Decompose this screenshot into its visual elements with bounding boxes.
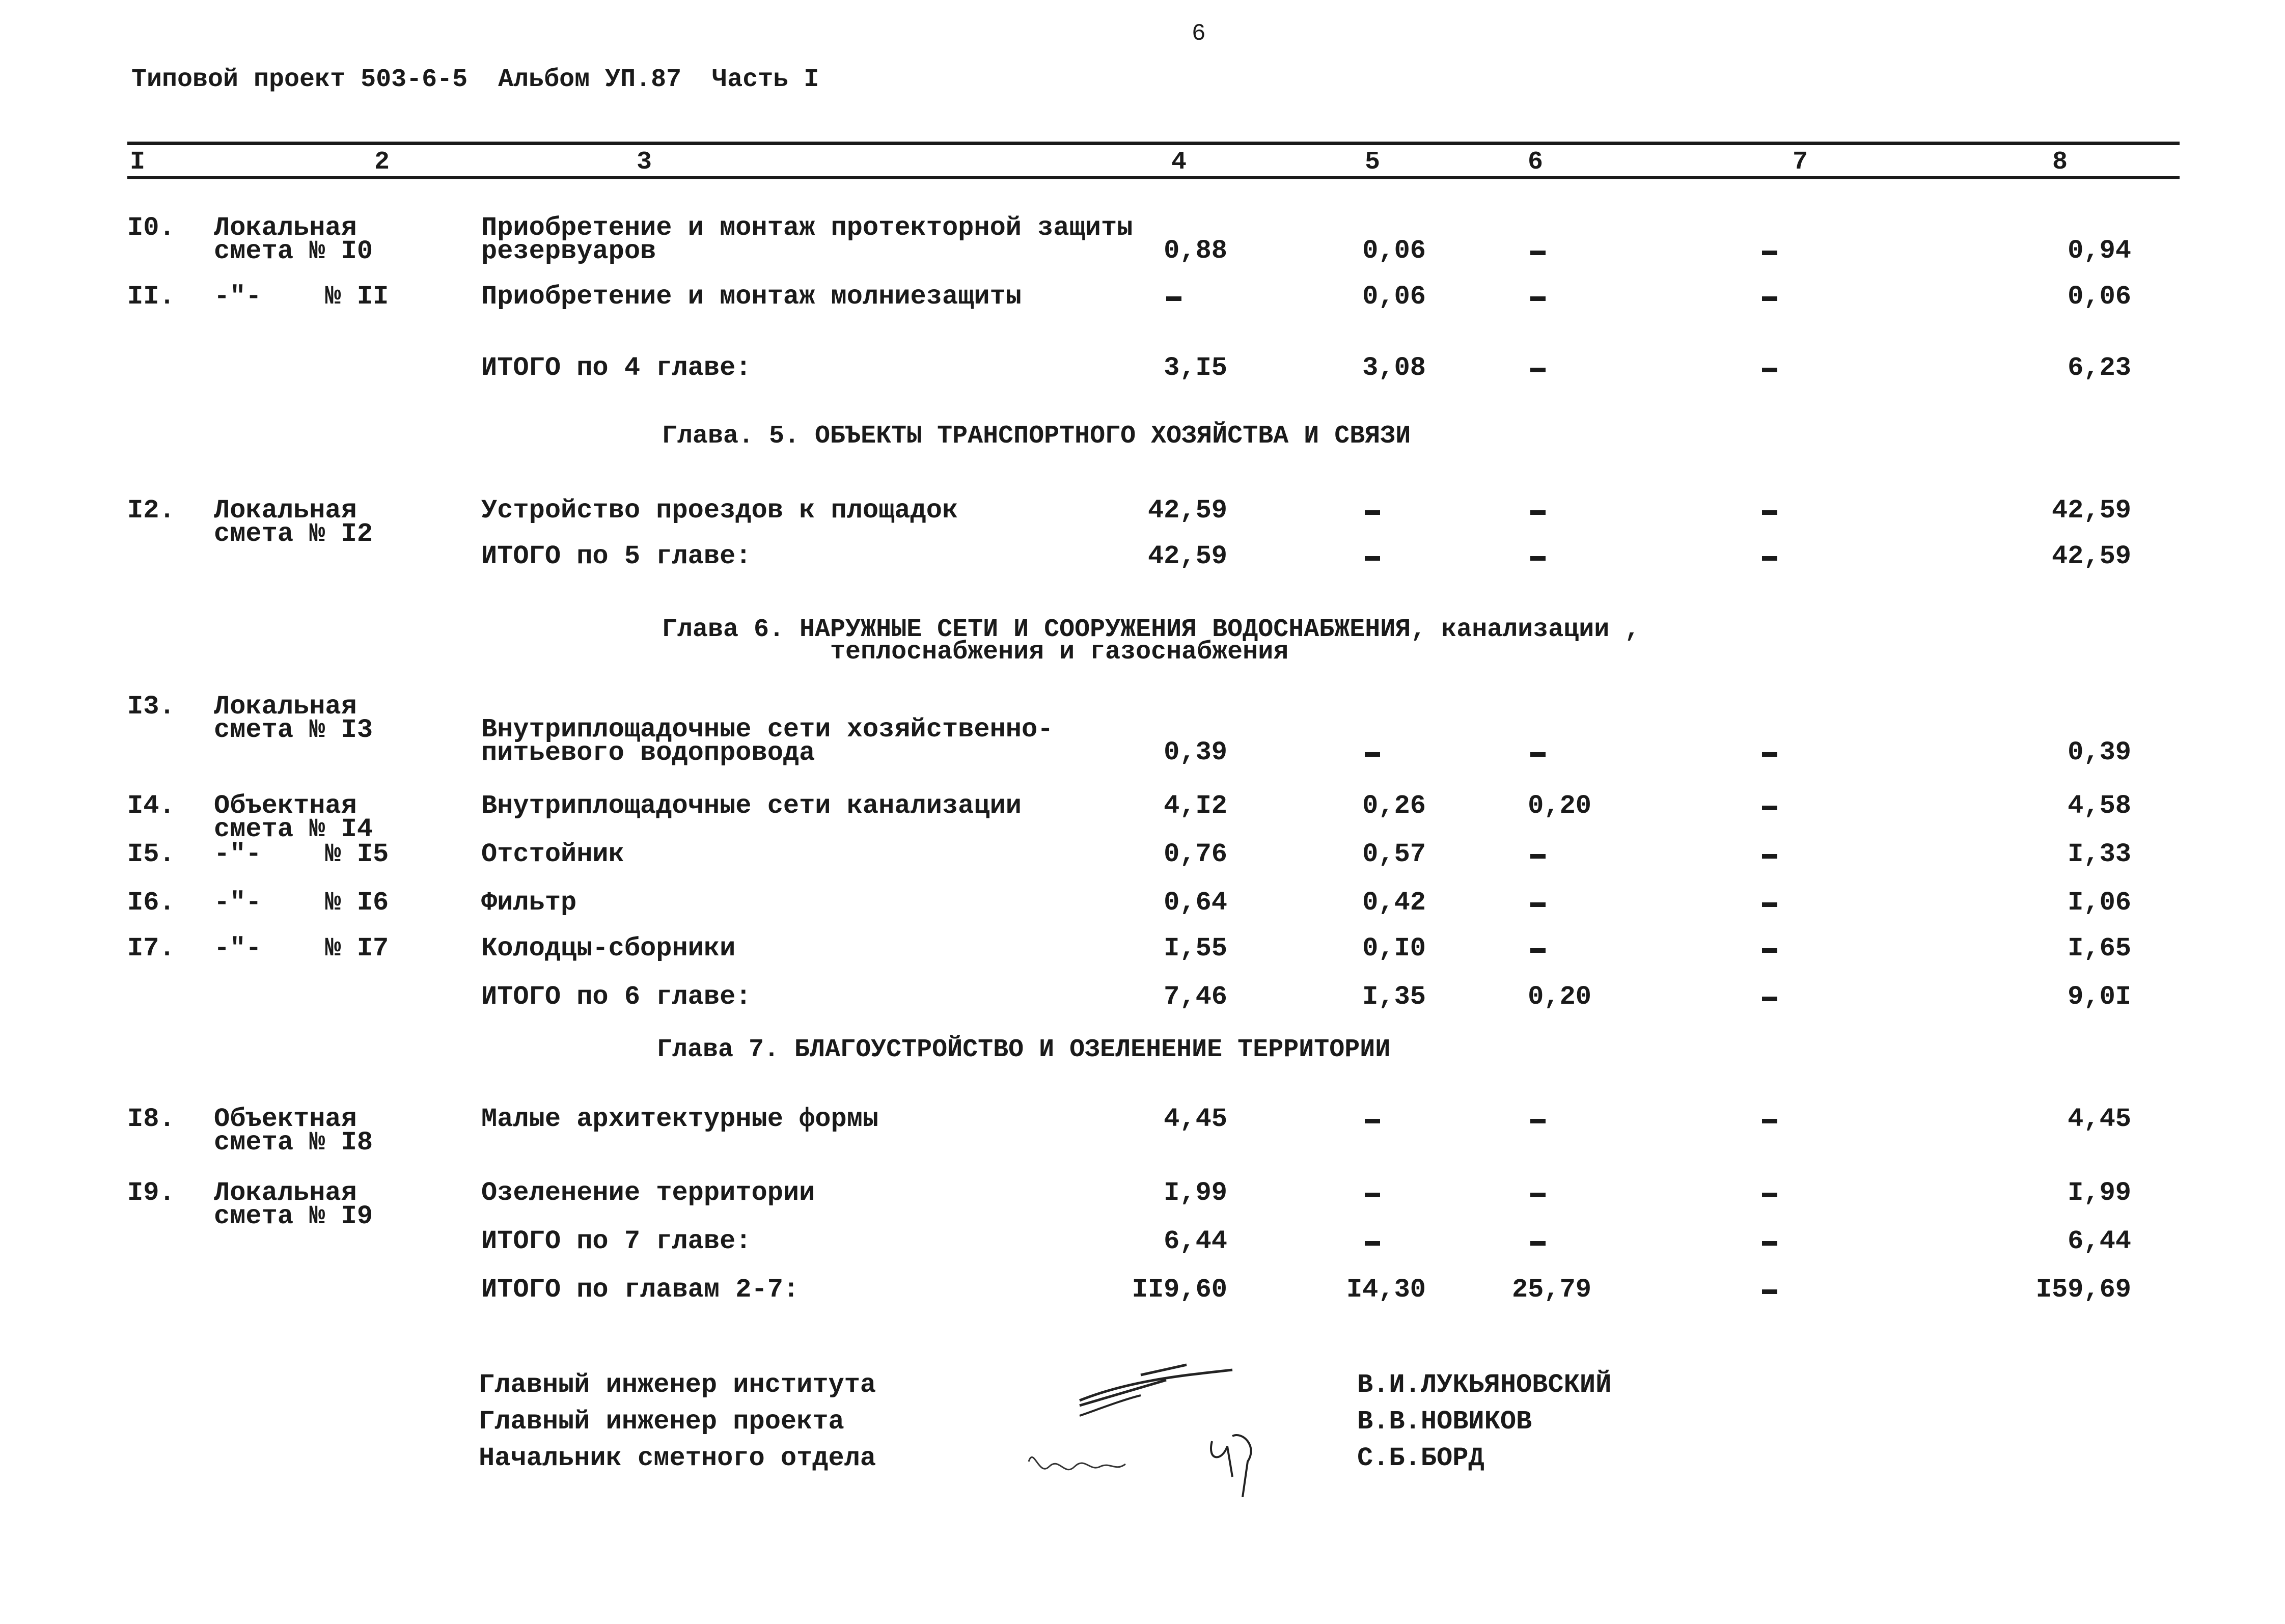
row-number: I2. (127, 496, 175, 526)
value-cell: 4,45 (2068, 1104, 2131, 1134)
value-cell: 0,94 (2068, 236, 2131, 266)
value-cell: 0,20 (1528, 982, 1591, 1012)
signatory-name: С.Б.БОРД (1357, 1443, 1484, 1473)
value-dash (1530, 937, 1546, 960)
page-number: 6 (1192, 20, 1206, 47)
value-cell: 3,08 (1362, 353, 1426, 383)
value-dash (1530, 499, 1546, 522)
table-header-rule (127, 176, 2180, 179)
work-name: ИТОГО по главам 2-7: (481, 1275, 800, 1305)
value-cell: 7,46 (1164, 982, 1227, 1012)
row-number: I0. (127, 213, 175, 243)
value-dash (1166, 285, 1182, 309)
value-cell: 42,59 (2051, 541, 2131, 571)
value-cell: 6,44 (1164, 1226, 1227, 1256)
work-name: ИТОГО по 6 главе: (481, 982, 752, 1012)
row-number: I3. (127, 692, 175, 722)
value-dash (1762, 891, 1778, 915)
value-dash (1365, 499, 1381, 522)
signatory-title: Начальник сметного отдела (479, 1443, 876, 1473)
estimate-basis: -"- № I7 (214, 933, 389, 964)
value-cell: 6,23 (2068, 353, 2131, 383)
value-dash (1365, 1181, 1381, 1205)
value-cell: I,65 (2068, 933, 2131, 964)
value-dash (1762, 937, 1778, 960)
value-dash (1762, 356, 1778, 380)
row-number: I6. (127, 888, 175, 918)
value-dash (1762, 499, 1778, 522)
column-number: 2 (374, 148, 390, 177)
column-number: 6 (1528, 148, 1544, 177)
value-dash (1530, 1181, 1546, 1205)
value-dash (1365, 545, 1381, 568)
value-dash (1530, 356, 1546, 380)
column-number: 7 (1793, 148, 1808, 177)
column-number: 5 (1365, 148, 1381, 177)
row-number: I7. (127, 933, 175, 964)
value-dash (1530, 545, 1546, 568)
chapter-heading: Глава 6. НАРУЖНЫЕ СЕТИ И СООРУЖЕНИЯ ВОДОСНАБЖЕНИЯ, канализации , теплоснабжения и газоснабжения (662, 615, 1640, 667)
value-dash (1762, 239, 1778, 263)
value-dash (1365, 1108, 1381, 1131)
work-name: Фильтр (481, 888, 577, 918)
value-dash (1530, 843, 1546, 866)
row-number: I8. (127, 1104, 175, 1134)
row-number: I9. (127, 1178, 175, 1208)
value-cell: II9,60 (1132, 1275, 1227, 1305)
work-name: ИТОГО по 7 главе: (481, 1226, 752, 1256)
row-number: I5. (127, 839, 175, 869)
value-cell: I,35 (1362, 982, 1426, 1012)
value-cell: I,99 (1164, 1178, 1227, 1208)
value-cell: 0,88 (1164, 236, 1227, 266)
value-cell: I4,30 (1346, 1275, 1426, 1305)
estimate-basis: Локальная смета № I2 (214, 496, 373, 549)
value-dash (1530, 1230, 1546, 1253)
value-cell: I,99 (2068, 1178, 2131, 1208)
value-cell: 42,59 (1147, 496, 1227, 526)
value-dash (1762, 1108, 1778, 1131)
value-cell: 3,I5 (1164, 353, 1227, 383)
work-name: ИТОГО по 4 главе: (481, 353, 752, 383)
value-dash (1762, 1181, 1778, 1205)
value-cell: 4,I2 (1164, 791, 1227, 821)
value-cell: 0,06 (2068, 282, 2131, 312)
work-name: Устройство проездов к площадок (481, 496, 958, 526)
work-name: Озеленение территории (481, 1178, 815, 1208)
work-name: Внутриплощадочные сети канализации (481, 791, 1022, 821)
value-cell: 6,44 (2068, 1226, 2131, 1256)
value-cell: 0,26 (1362, 791, 1426, 821)
value-cell: 4,58 (2068, 791, 2131, 821)
column-number: 4 (1171, 148, 1187, 177)
value-cell: I59,69 (2035, 1275, 2131, 1305)
work-name: Приобретение и монтаж протекторной защиты резервуаров (481, 213, 1133, 266)
value-dash (1530, 1108, 1546, 1131)
value-dash (1762, 985, 1778, 1009)
value-cell: 0,I0 (1362, 933, 1426, 964)
column-number: 3 (637, 148, 652, 177)
estimate-basis: Локальная смета № I9 (214, 1178, 373, 1231)
value-cell: 0,64 (1164, 888, 1227, 918)
work-name: Приобретение и монтаж молниезащиты (481, 282, 1022, 312)
estimate-basis: Локальная смета № I3 (214, 692, 373, 745)
chapter-heading: Глава 7. БЛАГОУСТРОЙСТВО И ОЗЕЛЕНЕНИЕ ТЕРРИТОРИИ (657, 1035, 1391, 1064)
value-cell: I,06 (2068, 888, 2131, 918)
value-cell: 0,57 (1362, 839, 1426, 869)
value-cell: 0,20 (1528, 791, 1591, 821)
value-cell: 0,42 (1362, 888, 1426, 918)
estimate-basis: Объектная смета № I8 (214, 1104, 373, 1158)
value-dash (1762, 1278, 1778, 1302)
value-cell: 0,39 (1164, 737, 1227, 767)
row-number: II. (127, 282, 175, 312)
value-dash (1762, 794, 1778, 818)
estimate-basis: Локальная смета № I0 (214, 213, 373, 266)
estimate-basis: -"- № I5 (214, 839, 389, 869)
value-cell: 9,0I (2068, 982, 2131, 1012)
value-dash (1762, 1230, 1778, 1253)
column-number: 8 (2052, 148, 2068, 177)
value-cell: 42,59 (1147, 541, 1227, 571)
value-dash (1530, 891, 1546, 915)
column-number: I (130, 148, 146, 177)
value-cell: 0,39 (2068, 737, 2131, 767)
estimate-basis: -"- № II (214, 282, 389, 312)
estimate-basis: -"- № I6 (214, 888, 389, 918)
value-dash (1762, 741, 1778, 764)
value-cell: I,55 (1164, 933, 1227, 964)
work-name: Колодцы-сборники (481, 933, 736, 964)
value-cell: 0,06 (1362, 282, 1426, 312)
work-name: Малые архитектурные формы (481, 1104, 879, 1134)
estimate-basis: Объектная смета № I4 (214, 791, 373, 844)
value-dash (1762, 545, 1778, 568)
handwritten-signatures (1018, 1344, 1344, 1497)
value-cell: 25,79 (1511, 1275, 1591, 1305)
value-cell: 42,59 (2051, 496, 2131, 526)
value-cell: I,33 (2068, 839, 2131, 869)
chapter-heading: Глава. 5. ОБЪЕКТЫ ТРАНСПОРТНОГО ХОЗЯЙСТВА И СВЯЗИ (662, 422, 1411, 451)
table-top-rule (127, 142, 2180, 145)
value-dash (1365, 1230, 1381, 1253)
value-dash (1530, 285, 1546, 309)
document-header: Типовой проект 503-6-5 Альбом УП.87 Часть I (131, 65, 819, 94)
value-cell: 0,76 (1164, 839, 1227, 869)
value-dash (1762, 285, 1778, 309)
work-name: Отстойник (481, 839, 624, 869)
value-dash (1365, 741, 1381, 764)
value-dash (1530, 239, 1546, 263)
value-cell: 4,45 (1164, 1104, 1227, 1134)
work-name: Внутриплощадочные сети хозяйственно- питьевого водопровода (481, 714, 1054, 768)
value-dash (1530, 741, 1546, 764)
value-dash (1762, 843, 1778, 866)
signatory-title: Главный инженер проекта (479, 1407, 844, 1437)
signatory-name: В.В.НОВИКОВ (1357, 1407, 1532, 1437)
row-number: I4. (127, 791, 175, 821)
work-name: ИТОГО по 5 главе: (481, 541, 752, 571)
signatory-name: В.И.ЛУКЬЯНОВСКИЙ (1357, 1370, 1612, 1400)
signatory-title: Главный инженер института (479, 1370, 876, 1400)
value-cell: 0,06 (1362, 236, 1426, 266)
